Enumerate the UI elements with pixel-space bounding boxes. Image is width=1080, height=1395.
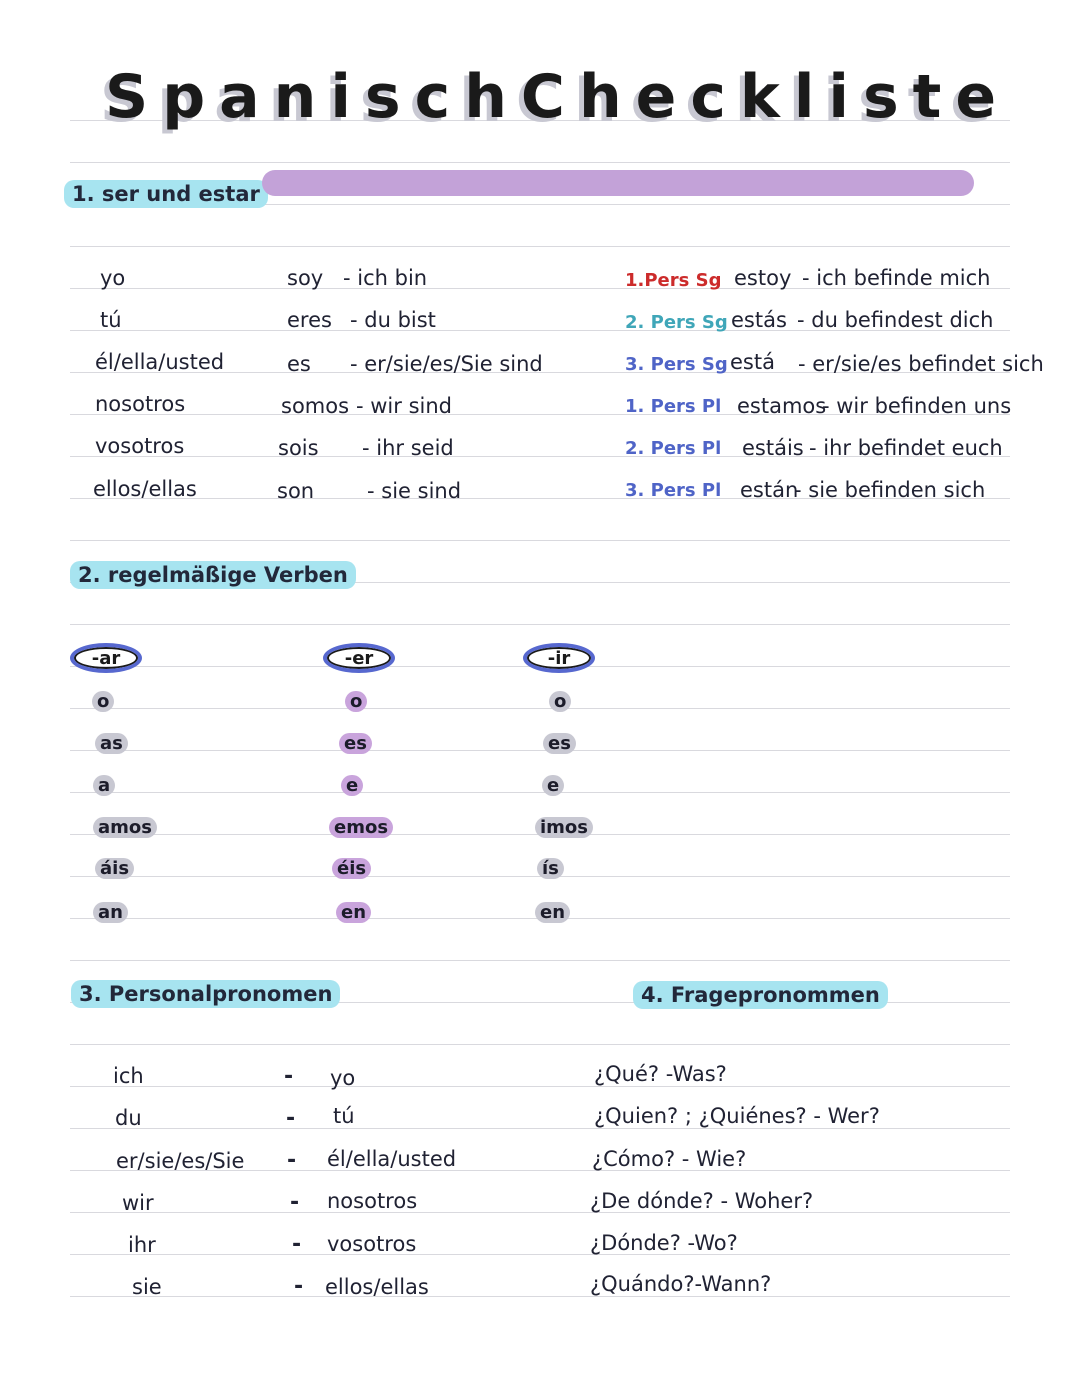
section-heading-question-pronouns: 4. Fragepronommen <box>633 981 888 1009</box>
estar-translation: - du befindest dich <box>797 308 994 332</box>
pronoun-spanish: vosotros <box>327 1232 417 1256</box>
estar-form: están <box>740 478 799 502</box>
ruled-line <box>70 792 1010 793</box>
ruled-line <box>70 540 1010 541</box>
ending-ir: e <box>542 775 564 796</box>
estar-form: está <box>730 350 775 374</box>
pronoun-german: er/sie/es/Sie <box>116 1149 245 1173</box>
pronoun: tú <box>100 308 122 332</box>
ending-ir: imos <box>535 817 593 838</box>
ending-ir: en <box>535 902 570 923</box>
pronoun-german: ihr <box>128 1233 156 1257</box>
ending-ar: an <box>93 902 128 923</box>
ending-ar: a <box>93 775 115 796</box>
ser-form: eres <box>287 308 332 332</box>
highlight-bar <box>262 170 974 196</box>
question-word: ¿Cómo? - Wie? <box>592 1147 747 1171</box>
dash: - <box>290 1190 300 1215</box>
ruled-line <box>70 246 1010 247</box>
ser-form: son <box>277 479 315 503</box>
ending-circle-ar: -ar <box>70 643 142 673</box>
ending-circle-ir: -ir <box>523 643 595 673</box>
pronoun-spanish: nosotros <box>327 1189 418 1213</box>
person-label: 3. Pers Sg <box>625 354 728 375</box>
section-heading-personal-pronouns: 3. Personalpronomen <box>71 980 340 1008</box>
dash: - <box>286 1106 296 1131</box>
dash: - <box>292 1232 302 1257</box>
ending-ir: o <box>549 691 571 712</box>
person-label: 1. Pers Pl <box>625 396 722 417</box>
pronoun-spanish: él/ella/usted <box>327 1147 457 1171</box>
pronoun: ellos/ellas <box>93 477 197 501</box>
question-word: ¿Quien? ; ¿Quiénes? - Wer? <box>594 1104 880 1128</box>
ending-er: o <box>345 691 367 712</box>
ending-ar: amos <box>93 817 157 838</box>
estar-translation: - er/sie/es befindet sich <box>798 352 1044 376</box>
ruled-line <box>70 708 1010 709</box>
ending-ar: o <box>92 691 114 712</box>
pronoun-spanish: tú <box>333 1104 355 1128</box>
ending-er: es <box>339 733 372 754</box>
ser-form: somos <box>281 394 350 418</box>
question-word: ¿De dónde? - Woher? <box>590 1189 814 1213</box>
pronoun: él/ella/usted <box>95 350 225 374</box>
question-word: ¿Quándo?-Wann? <box>590 1272 772 1296</box>
pronoun-german: wir <box>122 1191 154 1215</box>
ending-er: emos <box>329 817 393 838</box>
ruled-line <box>70 1086 1010 1087</box>
ser-translation: - ich bin <box>343 266 428 290</box>
ending-er: éis <box>332 858 371 879</box>
estar-form: estamos <box>737 394 827 418</box>
section-heading-verbs: 2. regelmäßige Verben <box>70 561 356 589</box>
pronoun-german: ich <box>113 1064 144 1088</box>
ser-translation: - ihr seid <box>362 436 454 460</box>
ser-translation: - du bist <box>350 308 436 332</box>
ruled-line <box>70 1128 1010 1129</box>
estar-translation: - ihr befindet euch <box>809 436 1003 460</box>
estar-form: estoy <box>734 266 792 290</box>
ending-ir: ís <box>537 858 564 879</box>
person-label: 1.Pers Sg <box>625 270 722 291</box>
estar-form: estás <box>731 308 787 332</box>
ser-form: soy <box>287 266 324 290</box>
ruled-line <box>70 624 1010 625</box>
ruled-line <box>70 1044 1010 1045</box>
ending-ar: áis <box>95 858 134 879</box>
question-word: ¿Qué? -Was? <box>594 1062 727 1086</box>
question-word: ¿Dónde? -Wo? <box>590 1231 738 1255</box>
person-label: 3. Pers Pl <box>625 480 722 501</box>
ruled-line <box>70 1296 1010 1297</box>
ending-ar: as <box>95 733 128 754</box>
pronoun: nosotros <box>95 392 186 416</box>
section-heading-ser-estar: 1. ser und estar <box>64 180 268 208</box>
ser-form: sois <box>278 436 319 460</box>
pronoun-german: sie <box>132 1275 162 1299</box>
pronoun: yo <box>100 266 126 290</box>
dash: - <box>287 1148 297 1173</box>
ruled-line <box>70 960 1010 961</box>
dash: - <box>284 1064 294 1089</box>
person-label: 2. Pers Sg <box>625 312 728 333</box>
ser-translation: - er/sie/es/Sie sind <box>350 352 543 376</box>
pronoun-spanish: yo <box>330 1066 356 1090</box>
ending-er: e <box>341 775 363 796</box>
pronoun: vosotros <box>95 434 185 458</box>
ser-form: es <box>287 352 311 376</box>
ending-circle-er: -er <box>323 643 395 673</box>
ruled-line <box>70 1212 1010 1213</box>
pronoun-german: du <box>115 1106 142 1130</box>
ending-er: en <box>336 902 371 923</box>
estar-form: estáis <box>742 436 804 460</box>
ruled-line <box>70 750 1010 751</box>
estar-translation: - ich befinde mich <box>802 266 991 290</box>
person-label: 2. Pers Pl <box>625 438 722 459</box>
estar-translation: - sie befinden sich <box>794 478 986 502</box>
ending-ir: es <box>543 733 576 754</box>
ser-translation: - sie sind <box>367 479 462 503</box>
ser-translation: - wir sind <box>356 394 452 418</box>
ruled-line <box>70 1254 1010 1255</box>
estar-translation: - wir befinden uns <box>822 394 1012 418</box>
pronoun-spanish: ellos/ellas <box>325 1275 429 1299</box>
ruled-line <box>70 162 1010 163</box>
page-title: SpanischCheckliste <box>105 62 1011 132</box>
dash: - <box>294 1274 304 1299</box>
